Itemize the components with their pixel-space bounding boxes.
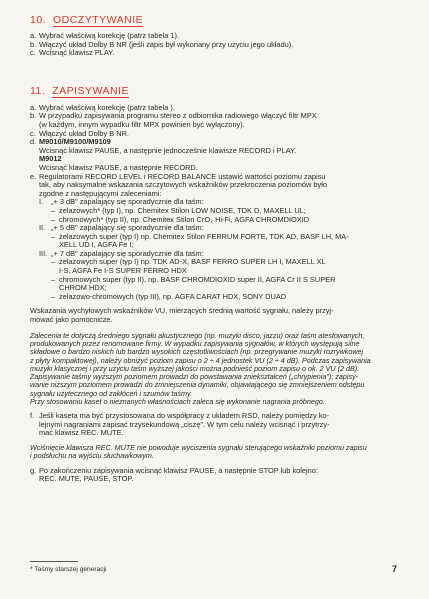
page-number: 7 <box>392 564 398 574</box>
list-item-continuation: zgodne z następującymi zaleceniami: <box>39 188 162 198</box>
footnote-divider <box>30 561 78 562</box>
list-item-continuation: lejnymi nagraniami zapisać trzysekundową „ciszę". W tym celu należy wcisnąć i przytrzy- <box>39 419 330 429</box>
level-group: III. „+ 7 dB" zapalający się sporadycznie dla taśm: <box>39 248 204 258</box>
list-item: b. W przypadku zapisywania programu stereo z odbiornika radiowego włączyć filtr MPX <box>30 111 317 121</box>
italic-recommendations: Zalecenia te dotyczą średniego sygnału akustycznego (np. muzyki disco, jazzu) oraz taśm atestowanych, produkowanych przez renomowane firmy. W wypadku zapisywania sygnałów, w których występują silne składowe o bardzo niskich lub bardzo wysokich częstotliwościach (np. przegrywanie muzyki rozrywkowej z płyty kompaktowej), należy obniżyć poziom zapisu o 2 ÷ 4 jednostek VU (2 ÷ 4 dB). Podczas zapisywania muzyki klasycznej i przy użyciu taśm wyższej jakości można podnieść poziom zapisu o ok. 2 VU (2 dB). Zapisywanie taśmy wyższym poziomem prowadzi do powstawania zniekształceń („chrypienia"); zapisy- wanie niższym poziomem prowadzi do zmniejszenia dynamiki, objawiającego się zmniejszeniem odstępu sygnału użytecznego od zakłóceń i szumów taśmy. Przy stosowaniu kaset o nieznanych własnościach zaleca się wykonanie nagrania próbnego. <box>30 330 371 406</box>
level-group: II. „+ 5 dB" zapalający się sporadycznie dla taśm: <box>39 223 204 233</box>
list-item: c. Wcisnąć klawisz PLAY. <box>30 48 115 58</box>
model-name: M9012 <box>39 154 62 164</box>
tape-bullet: – żelazowo-chromowych (typ III), np. AGFA CARAT HDX, SONY DUAD <box>51 291 287 301</box>
section-11-list <box>30 104 410 302</box>
italic-mute-note: Wciśnięcie klawisza REC. MUTE nie powoduje wyciszenia sygnału sterującego wskaźniki poziomu zapisu i podsłuchu na wyjściu słuchawkowym. <box>30 443 367 461</box>
section-11-title: ZAPISYWANIE <box>52 84 130 97</box>
section-10-number: 10. <box>30 14 47 26</box>
section-10-heading <box>30 14 410 26</box>
list-item: b. Włączyć układ Dolby B NR (jeśli zapis był wykonany przy użyciu jego układu). <box>30 39 294 49</box>
section-11-list-cont <box>30 412 410 438</box>
tape-bullet: – żelazowych* (typ I), np. Chemitex Stilon LOW NOISE, TDK D, MAXELL UL; <box>51 205 306 215</box>
list-item: g. Po zakończeniu zapisywania wcisnąć klawisz PAUSE, a następnie STOP lub kolejno: <box>30 465 318 475</box>
section-11-number: 11. <box>30 84 46 97</box>
model-instruction: Wcisnąć klawisz PAUSE, a następnie jednocześnie klawisze RECORD i PLAY. <box>39 145 297 155</box>
tape-bullet: – żelazowych super (typ I) np. Chemitex Stilon FERRUM FORTE, TDK AD, BASF LH, MA- <box>51 231 349 241</box>
tape-bullet-continuation: XELL UD I, AGFA Fe I; <box>59 240 134 250</box>
list-item: e. Regulatorami RECORD LEVEL i RECORD BALANCE ustawić wartości poziomu zapisu <box>30 171 326 181</box>
footnote: * Taśmy starszej generacji <box>30 566 107 573</box>
section-10-title: ODCZYTYWANIE <box>52 14 144 26</box>
list-item: d. M9010/M9100/M9109 <box>30 137 111 147</box>
page-body <box>30 14 410 484</box>
tape-bullet-continuation: I-S, AGFA Fe I-S SUPER FERRO HDX <box>59 266 187 276</box>
section-11-list-end <box>30 467 410 484</box>
level-group: I. „+ 3 dB" zapalający się sporadycznie dla taśm: <box>39 197 204 207</box>
tape-bullet: – żelazowych super (typ I) np. TDK AD-X, BASF FERRO SUPER LH I, MAXELL XL <box>51 257 326 267</box>
list-item-continuation: mać klawisz REC. MUTE. <box>39 428 124 438</box>
model-instruction: Wcisnąć klawisz PAUSE, a następnie RECORD. <box>39 162 198 172</box>
list-item-continuation: REC. MUTE, PAUSE, STOP. <box>39 474 134 484</box>
tape-bullet-continuation: CHROM HDX; <box>59 283 107 293</box>
list-item: a. Wybrać właściwą korekcję (patrz tabela 1). <box>30 31 179 40</box>
tape-bullet: – chromowych super (typ II), np. BASF CHROMDIOXID super II, AGFA Cr II S SUPER <box>51 274 336 284</box>
list-item: f. Jeśli kaseta ma być przystosowana do współpracy z układem RSD, należy pomiędzy ko- <box>30 411 329 421</box>
list-item: a. Wybrać właściwą korekcję (patrz tabela ). <box>30 102 175 112</box>
list-item: c. Włączyć układ Dolby B NR. <box>30 128 129 138</box>
section-11-heading <box>30 85 410 97</box>
list-item-continuation: (w każdym, innym wypadku filtr MPX powinien być wyłączony). <box>39 119 245 129</box>
tape-bullet: – chromowych* (typ II), np. Chemitex Stilon CrO₂ Hi-Fi, AGFA CHROMDIOXID <box>51 214 310 224</box>
vu-note: Wskazania wychyłowych wskaźników VU, mierzących średnią wartość sygnału, należy przyj- mować jako pomocnicze. <box>30 306 334 325</box>
list-item-continuation: tak, aby naksymalne wskazania szczytowych wskaźników przekroczenia poziomów było <box>39 180 327 190</box>
section-10-list <box>30 32 410 58</box>
